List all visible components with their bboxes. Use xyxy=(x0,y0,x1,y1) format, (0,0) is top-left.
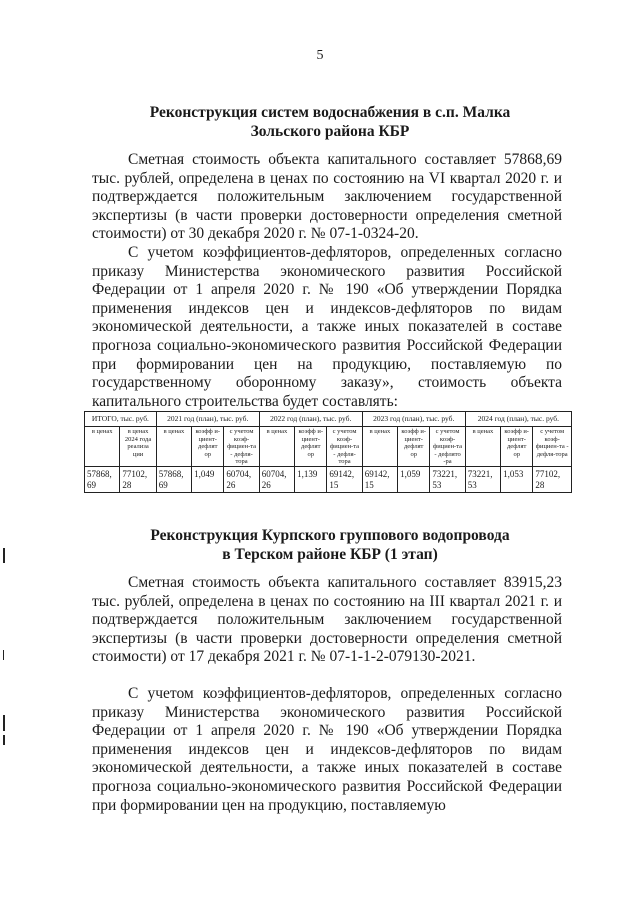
table-cell: 1,059 xyxy=(398,467,430,493)
section2-title xyxy=(60,526,600,564)
table-subheader: коэфф и-циент-дефлят ор xyxy=(295,427,327,467)
table-cell: 1,049 xyxy=(192,467,224,493)
table-cell: 73221, 53 xyxy=(430,467,465,493)
section1-title xyxy=(60,103,600,141)
table-subheader: с учетом коэф-фициен-та - дефля-тора xyxy=(533,427,572,467)
margin-scan-mark xyxy=(3,650,4,660)
table-subheader: в ценах 2024 года реализа ции xyxy=(120,427,156,467)
table-cell: 60704, 26 xyxy=(224,467,259,493)
table-subheader: в ценах xyxy=(156,427,191,467)
table-subheader: с учетом коэф-фициен-та - дефля-тора xyxy=(327,427,362,467)
table-subheader: с учетом коэф-фициен-та - дефля-тора xyxy=(224,427,259,467)
table-cell: 69142, 15 xyxy=(327,467,362,493)
table-cell: 73221, 53 xyxy=(465,467,500,493)
table-cell: 1,139 xyxy=(295,467,327,493)
section2-paragraph-2: С учетом коэффициентов-дефляторов, определенных согласно приказу Министерства экономического развития Российской Федерации от 1 апреля 2020 г. № 190 «Об утверждении Порядка применения индексов цен и индексов-дефляторов по видам экономической деятельности, а также иных показателей в составе прогноза социально-экономического развития Российской Федерации при формировании цен на продукцию, поставляемую xyxy=(92,685,562,814)
table-group-header: ИТОГО, тыс. руб. xyxy=(85,412,157,427)
section1-title-line2: Зольского района КБР xyxy=(250,123,410,140)
table-cell: 69142, 15 xyxy=(362,467,397,493)
table-row xyxy=(85,467,572,493)
section1-paragraph-1: Сметная стоимость объекта капитального составляет 57868,69 тыс. рублей, определена в ценах по состоянию на VI квартал 2020 г. и подтверждается положительным заключением государственной экспертизы (в части проверки достоверности определения сметной стоимости) от 30 декабря 2020 г. № 07-1-0324-20. xyxy=(92,151,562,243)
table-subheader-row xyxy=(85,427,572,467)
margin-scan-mark xyxy=(3,715,5,731)
section2-title-line2: в Терском районе КБР (1 этап) xyxy=(222,546,438,563)
table-group-header-row xyxy=(85,412,572,427)
table-cell: 1,053 xyxy=(501,467,533,493)
table-cell: 77102, 28 xyxy=(533,467,572,493)
table-cell: 77102, 28 xyxy=(120,467,156,493)
table-subheader: в ценах xyxy=(465,427,500,467)
table-subheader: в ценах xyxy=(259,427,294,467)
table-subheader: с учетом коэф-фициен-та - дефлято -ра xyxy=(430,427,465,467)
table-cell: 57868, 69 xyxy=(156,467,191,493)
table-group-header: 2021 год (план), тыс. руб. xyxy=(156,412,259,427)
cost-table xyxy=(84,411,572,493)
section2-paragraph-1: Сметная стоимость объекта капитального составляет 83915,23 тыс. рублей, определена в ценах по состоянию на III квартал 2021 г. и подтверждается положительным заключением государственной экспертизы (в части проверки достоверности определения сметной стоимости) от 17 декабря 2021 г. № 07-1-1-2-079130-2021. xyxy=(92,574,562,666)
table-subheader: коэфф и-циент-дефлят ор xyxy=(192,427,224,467)
section1-paragraph-2: С учетом коэффициентов-дефляторов, определенных согласно приказу Министерства экономического развития Российской Федерации от 1 апреля 2020 г. № 190 «Об утверждении Порядка применения индексов цен и индексов-дефляторов по видам экономической деятельности, а также иных показателей в составе прогноза социально-экономического развития Российской Федерации при формировании цен на продукцию, поставляемую по государственному оборонному заказу», стоимость объекта капитального строительства будет составлять: xyxy=(92,244,562,410)
table-cell: 57868, 69 xyxy=(85,467,120,493)
table-subheader: коэфф и-циент-дефлят ор xyxy=(501,427,533,467)
table-cell: 60704, 26 xyxy=(259,467,294,493)
table-group-header: 2023 год (план), тыс. руб. xyxy=(362,412,465,427)
margin-scan-mark xyxy=(3,735,5,745)
table-subheader: в ценах xyxy=(362,427,397,467)
table-group-header: 2022 год (план), тыс. руб. xyxy=(259,412,362,427)
table-group-header: 2024 год (план), тыс. руб. xyxy=(465,412,571,427)
section2-title-line1: Реконструкция Курпского группового водопровода xyxy=(150,527,510,544)
margin-scan-mark xyxy=(3,548,5,563)
section1-title-line1: Реконструкция систем водоснабжения в с.п. Малка xyxy=(149,104,511,121)
table-subheader: в ценах xyxy=(85,427,120,467)
page-number: 5 xyxy=(316,48,324,63)
table-subheader: коэфф и-циент-дефлят ор xyxy=(398,427,430,467)
